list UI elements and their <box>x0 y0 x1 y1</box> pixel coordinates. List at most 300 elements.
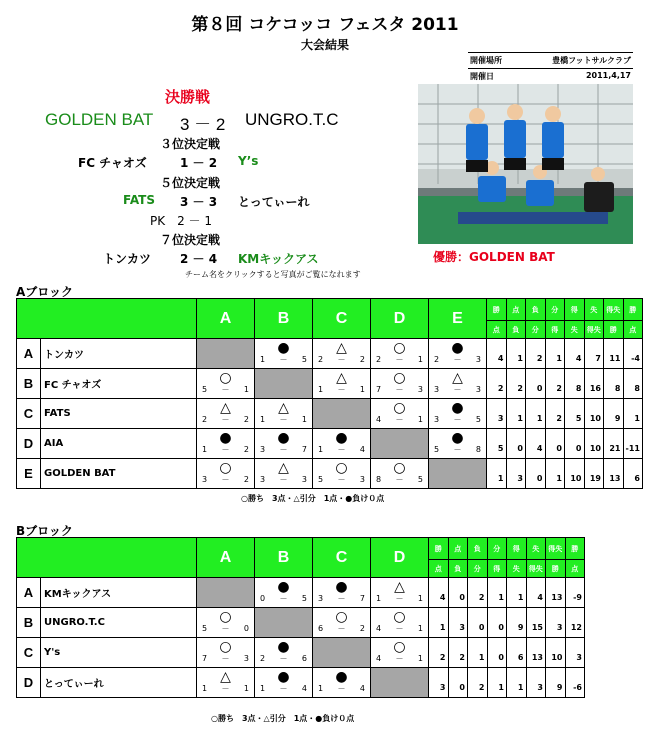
score-left: 1 <box>376 594 382 603</box>
stat-value: 1 <box>545 339 565 369</box>
result-symbol: ● <box>219 430 232 446</box>
stat-value: 2 <box>468 578 488 608</box>
score-right: 5 <box>475 415 481 424</box>
self-match-cell <box>371 429 429 459</box>
match-result-cell <box>255 459 313 489</box>
stat-header: 得 <box>565 299 585 321</box>
stat-value: 0 <box>487 608 507 638</box>
score-dash: － <box>337 594 346 603</box>
match-score <box>255 415 312 425</box>
stat-value: 2 <box>506 369 526 399</box>
match-result-cell <box>255 638 313 668</box>
table-row <box>17 578 585 608</box>
result-symbol: △ <box>336 340 347 356</box>
result-symbol: ○ <box>335 460 348 476</box>
stat-value: 7 <box>584 339 604 369</box>
score-right: 1 <box>417 415 423 424</box>
row-letter: D <box>17 668 41 698</box>
header-corner <box>17 538 197 578</box>
stat-value: -9 <box>565 578 585 608</box>
score-dash: － <box>453 445 462 454</box>
self-match-cell <box>197 578 255 608</box>
stat-value: 1 <box>545 459 565 489</box>
match-score <box>429 415 486 425</box>
stat-value: 6 <box>623 459 643 489</box>
row-letter: B <box>17 369 41 399</box>
score-dash: － <box>337 624 346 633</box>
fifth-score: 3 － 3 <box>180 195 218 209</box>
stat-value: 0 <box>565 429 585 459</box>
match-score <box>197 654 254 664</box>
match-result-cell <box>313 459 371 489</box>
score-left: 1 <box>318 385 324 394</box>
stat-header: 点 <box>506 299 526 321</box>
stat-value: 2 <box>448 638 468 668</box>
score-left: 2 <box>318 355 324 364</box>
final-heading: 決勝戦 <box>165 88 211 106</box>
stat-header: 負 <box>468 538 488 560</box>
team-name-link[interactable]: FC チャオズ <box>41 369 197 399</box>
stat-value: 10 <box>565 459 585 489</box>
team-name-link[interactable]: GOLDEN BAT <box>41 459 197 489</box>
match-result-cell <box>371 578 429 608</box>
score-dash: － <box>395 385 404 394</box>
score-left: 1 <box>202 445 208 454</box>
score-right: 7 <box>359 594 365 603</box>
stat-value: 3 <box>546 608 566 638</box>
score-dash: － <box>395 415 404 424</box>
stat-subheader: 点 <box>623 321 643 339</box>
table-row <box>17 668 585 698</box>
table-row <box>17 399 643 429</box>
stat-subheader: 得失 <box>526 560 546 578</box>
stat-value: 4 <box>487 339 507 369</box>
score-dash: － <box>337 684 346 693</box>
table-row <box>17 638 585 668</box>
venue-info <box>468 52 633 85</box>
score-left: 7 <box>376 385 382 394</box>
third-place-heading: ３位決定戦 <box>160 137 221 151</box>
match-result-cell <box>429 429 487 459</box>
match-result-cell <box>255 339 313 369</box>
match-score <box>313 684 370 694</box>
result-symbol: ● <box>277 430 290 446</box>
team-name-link[interactable]: とってぃーれ <box>41 668 197 698</box>
stat-value: 10 <box>584 399 604 429</box>
score-right: 2 <box>243 445 249 454</box>
score-left: 3 <box>434 415 440 424</box>
score-left: 1 <box>260 355 266 364</box>
score-right: 2 <box>243 475 249 484</box>
score-right: 3 <box>301 475 307 484</box>
self-match-cell <box>371 668 429 698</box>
column-header-d: D <box>371 299 429 339</box>
result-symbol: ● <box>277 340 290 356</box>
date-label: 開催日 <box>470 72 494 81</box>
match-result-cell <box>313 339 371 369</box>
score-left: 3 <box>318 594 324 603</box>
stat-value: 13 <box>546 578 566 608</box>
venue-label: 開催場所 <box>470 56 502 65</box>
third-score: 1 － 2 <box>180 156 218 170</box>
score-right: 5 <box>301 355 307 364</box>
match-result-cell <box>313 608 371 638</box>
result-symbol: △ <box>336 370 347 386</box>
match-score <box>429 355 486 365</box>
stat-value: 0 <box>506 429 526 459</box>
stat-header: 分 <box>487 538 507 560</box>
column-header-c: C <box>313 538 371 578</box>
score-right: 1 <box>417 594 423 603</box>
fifth-away-team[interactable]: とってぃーれ <box>238 195 310 209</box>
team-name-link[interactable]: トンカツ <box>41 339 197 369</box>
table-row <box>17 369 643 399</box>
score-left: 2 <box>434 355 440 364</box>
score-left: 4 <box>376 654 382 663</box>
score-right: 1 <box>243 684 249 693</box>
third-away-team[interactable]: Y’s <box>238 154 259 168</box>
row-letter: E <box>17 459 41 489</box>
stat-value: 4 <box>526 429 546 459</box>
stat-subheader: 負 <box>448 560 468 578</box>
stat-value: 4 <box>526 578 546 608</box>
stat-subheader: 得 <box>545 321 565 339</box>
match-score <box>197 475 254 485</box>
final-away-team[interactable]: UNGRO.T.C <box>245 110 339 129</box>
score-dash: － <box>395 594 404 603</box>
score-dash: － <box>279 475 288 484</box>
stat-subheader: 勝 <box>546 560 566 578</box>
score-left: 5 <box>318 475 324 484</box>
match-score <box>255 594 312 604</box>
result-symbol: ● <box>277 669 290 685</box>
stat-value: 3 <box>565 638 585 668</box>
fifth-place-heading: ５位決定戦 <box>160 176 221 190</box>
stat-subheader: 分 <box>468 560 488 578</box>
match-result-cell <box>371 608 429 638</box>
team-photo-image <box>418 84 633 244</box>
match-result-cell <box>371 399 429 429</box>
result-symbol: ○ <box>219 639 232 655</box>
match-result-cell <box>371 459 429 489</box>
score-left: 8 <box>376 475 382 484</box>
score-right: 1 <box>417 355 423 364</box>
self-match-cell <box>255 608 313 638</box>
score-left: 2 <box>260 654 266 663</box>
stat-value: 1 <box>506 399 526 429</box>
stat-value: 11 <box>604 339 624 369</box>
result-symbol: ○ <box>219 370 232 386</box>
team-name-link[interactable]: Y's <box>41 638 197 668</box>
stat-value: 9 <box>507 608 527 638</box>
photo-note: チーム名をクリックすると写真がご覧になれます <box>185 270 361 279</box>
stat-value: 5 <box>565 399 585 429</box>
score-left: 2 <box>376 355 382 364</box>
score-dash: － <box>221 415 230 424</box>
match-result-cell <box>197 668 255 698</box>
result-symbol: ○ <box>393 460 406 476</box>
match-score <box>371 415 428 425</box>
result-symbol: △ <box>278 400 289 416</box>
stat-value: 1 <box>507 578 527 608</box>
stat-subheader: 分 <box>526 321 546 339</box>
stat-value: 0 <box>526 369 546 399</box>
score-dash: － <box>337 475 346 484</box>
winner-label: 優勝：GOLDEN BAT <box>433 250 555 264</box>
stat-value: 1 <box>487 668 507 698</box>
score-right: 1 <box>359 385 365 394</box>
stat-value: 9 <box>546 668 566 698</box>
stat-value: 1 <box>429 608 449 638</box>
stat-subheader: 得 <box>487 560 507 578</box>
block-b-label: Bブロック <box>16 524 73 538</box>
result-symbol: △ <box>452 370 463 386</box>
match-result-cell <box>197 638 255 668</box>
stat-header: 負 <box>526 299 546 321</box>
match-score <box>429 385 486 395</box>
self-match-cell <box>313 399 371 429</box>
stat-header: 失 <box>526 538 546 560</box>
result-symbol: ● <box>335 579 348 595</box>
column-header-a: A <box>197 538 255 578</box>
score-right: 3 <box>475 355 481 364</box>
score-dash: － <box>395 355 404 364</box>
score-left: 0 <box>260 594 266 603</box>
score-right: 0 <box>243 624 249 633</box>
stat-value: 0 <box>448 668 468 698</box>
score-dash: － <box>279 654 288 663</box>
stat-header: 失 <box>584 299 604 321</box>
table-row <box>17 429 643 459</box>
score-left: 3 <box>202 475 208 484</box>
stat-value: 3 <box>526 668 546 698</box>
column-header-a: A <box>197 299 255 339</box>
venue-value: 豊橋フットサルクラブ <box>552 56 631 65</box>
stat-value: 5 <box>487 429 507 459</box>
score-right: 3 <box>359 475 365 484</box>
team-name-link[interactable]: UNGRO.T.C <box>41 608 197 638</box>
result-symbol: △ <box>394 579 405 595</box>
match-result-cell <box>255 668 313 698</box>
match-result-cell <box>255 429 313 459</box>
stat-value: 10 <box>546 638 566 668</box>
result-symbol: ● <box>277 639 290 655</box>
match-score <box>255 445 312 455</box>
score-left: 3 <box>434 385 440 394</box>
match-result-cell <box>255 578 313 608</box>
fifth-home-team[interactable]: FATS <box>123 193 156 207</box>
stat-value: 1 <box>468 638 488 668</box>
block-a-label: Aブロック <box>16 285 74 299</box>
stat-subheader: 失 <box>507 560 527 578</box>
stat-subheader: 点 <box>429 560 449 578</box>
score-left: 4 <box>376 624 382 633</box>
stat-value: 8 <box>623 369 643 399</box>
score-right: 6 <box>301 654 307 663</box>
stat-value: 2 <box>526 339 546 369</box>
column-header-b: B <box>255 299 313 339</box>
stat-value: 1 <box>487 578 507 608</box>
score-dash: － <box>337 445 346 454</box>
stat-value: 15 <box>526 608 546 638</box>
match-result-cell <box>371 339 429 369</box>
score-right: 2 <box>243 415 249 424</box>
match-score <box>371 624 428 634</box>
match-score <box>197 415 254 425</box>
match-result-cell <box>429 399 487 429</box>
score-left: 3 <box>260 445 266 454</box>
match-score <box>197 624 254 634</box>
score-dash: － <box>221 445 230 454</box>
stat-value: 2 <box>487 369 507 399</box>
final-home-team[interactable]: GOLDEN BAT <box>45 110 154 129</box>
score-right: 4 <box>359 684 365 693</box>
result-symbol: ○ <box>219 609 232 625</box>
stat-value: 0 <box>487 638 507 668</box>
stat-value: 6 <box>507 638 527 668</box>
stat-value: 9 <box>604 399 624 429</box>
team-photo <box>418 84 633 244</box>
stat-value: 13 <box>604 459 624 489</box>
result-symbol: △ <box>278 460 289 476</box>
stat-value: 19 <box>584 459 604 489</box>
team-name-link[interactable]: FATS <box>41 399 197 429</box>
score-right: 1 <box>417 654 423 663</box>
score-left: 6 <box>318 624 324 633</box>
score-dash: － <box>337 385 346 394</box>
result-symbol: ● <box>451 400 464 416</box>
stat-value: 4 <box>429 578 449 608</box>
result-symbol: ○ <box>335 609 348 625</box>
block-a-legend: ○勝ち 3点・△引分 1点・●負け０点 <box>241 494 385 503</box>
table-row <box>17 459 643 489</box>
score-right: 3 <box>417 385 423 394</box>
result-symbol: ○ <box>219 460 232 476</box>
score-dash: － <box>221 654 230 663</box>
row-letter: A <box>17 339 41 369</box>
match-score <box>313 355 370 365</box>
team-name-link[interactable]: AIA <box>41 429 197 459</box>
score-left: 1 <box>318 684 324 693</box>
stat-header: 得 <box>507 538 527 560</box>
stat-value: -4 <box>623 339 643 369</box>
stat-subheader: 負 <box>506 321 526 339</box>
stat-subheader: 失 <box>565 321 585 339</box>
stat-subheader: 点 <box>565 560 585 578</box>
fifth-pk-score: PK 2 － 1 <box>150 214 213 228</box>
score-left: 1 <box>318 445 324 454</box>
match-score <box>255 355 312 365</box>
result-symbol: △ <box>220 400 231 416</box>
match-result-cell <box>313 668 371 698</box>
match-result-cell <box>371 369 429 399</box>
score-dash: － <box>395 654 404 663</box>
match-result-cell <box>429 339 487 369</box>
score-dash: － <box>279 445 288 454</box>
score-left: 3 <box>260 475 266 484</box>
match-result-cell <box>197 399 255 429</box>
third-home-team[interactable]: FC チャオズ <box>78 156 147 170</box>
score-dash: － <box>453 385 462 394</box>
column-header-b: B <box>255 538 313 578</box>
score-dash: － <box>337 355 346 364</box>
stat-value: 1 <box>623 399 643 429</box>
stat-value: 0 <box>448 578 468 608</box>
date-value: 2011,4,17 <box>585 71 631 80</box>
stat-header: 得失 <box>604 299 624 321</box>
stat-value: 3 <box>448 608 468 638</box>
stat-value: 3 <box>429 668 449 698</box>
column-header-c: C <box>313 299 371 339</box>
table-row <box>17 608 585 638</box>
stat-subheader: 得失 <box>584 321 604 339</box>
score-dash: － <box>453 355 462 364</box>
match-result-cell <box>197 369 255 399</box>
result-symbol: ● <box>451 340 464 356</box>
score-left: 5 <box>202 385 208 394</box>
match-score <box>313 385 370 395</box>
score-dash: － <box>453 415 462 424</box>
match-score <box>255 475 312 485</box>
score-dash: － <box>279 594 288 603</box>
result-symbol: ○ <box>393 639 406 655</box>
stat-value: 0 <box>468 608 488 638</box>
stat-subheader: 点 <box>487 321 507 339</box>
stat-value: 2 <box>468 668 488 698</box>
match-score <box>197 445 254 455</box>
stat-value: 4 <box>565 339 585 369</box>
stat-header: 分 <box>545 299 565 321</box>
stat-value: -11 <box>623 429 643 459</box>
score-right: 1 <box>417 624 423 633</box>
stat-value: 0 <box>545 429 565 459</box>
stat-value: 2 <box>545 369 565 399</box>
result-symbol: ○ <box>393 609 406 625</box>
match-score <box>371 654 428 664</box>
team-name-link[interactable]: KMキックアス <box>41 578 197 608</box>
score-left: 5 <box>434 445 440 454</box>
stat-value: 8 <box>604 369 624 399</box>
match-score <box>313 624 370 634</box>
result-symbol: ○ <box>393 340 406 356</box>
score-left: 1 <box>260 415 266 424</box>
header-corner <box>17 299 197 339</box>
match-score <box>313 594 370 604</box>
stat-header: 勝 <box>429 538 449 560</box>
seventh-home-team[interactable]: トンカツ <box>103 252 152 266</box>
score-right: 3 <box>475 385 481 394</box>
stat-header: 勝 <box>487 299 507 321</box>
stat-value: 0 <box>526 459 546 489</box>
score-right: 3 <box>243 654 249 663</box>
stat-value: 1 <box>506 339 526 369</box>
stat-subheader: 勝 <box>604 321 624 339</box>
match-score <box>371 355 428 365</box>
score-dash: － <box>395 624 404 633</box>
score-right: 5 <box>301 594 307 603</box>
result-symbol: ○ <box>393 370 406 386</box>
score-right: 1 <box>301 415 307 424</box>
stat-value: 1 <box>507 668 527 698</box>
seventh-away-team[interactable]: KMキックアス <box>238 252 319 266</box>
match-score <box>429 445 486 455</box>
score-left: 4 <box>376 415 382 424</box>
score-dash: － <box>221 684 230 693</box>
result-symbol: ● <box>335 430 348 446</box>
stat-value: 21 <box>604 429 624 459</box>
score-right: 4 <box>359 445 365 454</box>
score-right: 2 <box>359 624 365 633</box>
